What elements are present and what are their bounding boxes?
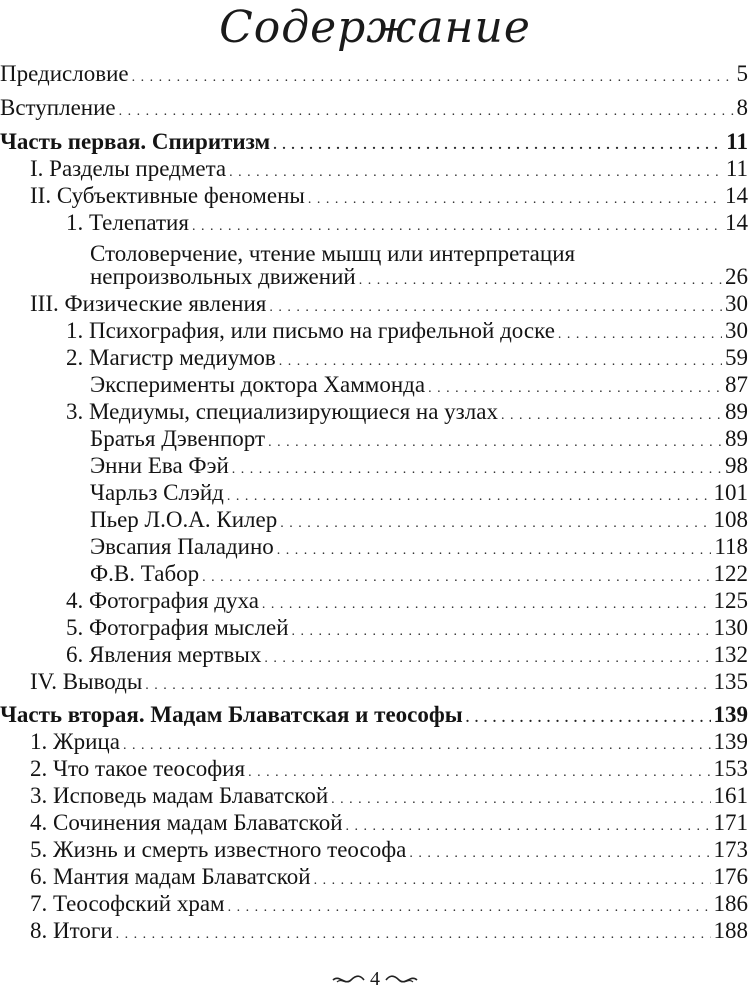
page-footer: [0, 968, 750, 991]
dot-leader: [119, 98, 734, 126]
toc-entry-label: непроизвольных движений: [90, 264, 356, 289]
toc-entry-label: Братья Дэвенпорт: [90, 426, 266, 451]
toc-entry-label: Ф.В. Табор: [90, 561, 200, 586]
toc-entry-page: 26: [725, 264, 748, 289]
toc-entry-label: Эксперименты доктора Хаммонда: [90, 372, 426, 397]
ornament-left-icon: [331, 973, 365, 987]
toc-entry[interactable]: [0, 918, 750, 949]
toc-entry-label: 3. Исповедь мадам Блаватской: [30, 783, 329, 808]
toc-entry-page: 108: [713, 507, 748, 532]
toc-entry-label: II. Субъективные феномены: [30, 183, 305, 208]
toc-entry-page: 118: [714, 534, 748, 559]
toc-entry-page: 11: [725, 156, 748, 181]
dot-leader: [145, 672, 710, 700]
toc-entry-page: 139: [713, 702, 748, 727]
toc-entry-page: 101: [713, 480, 748, 505]
toc-entry-label: Пьер Л.О.А. Килер: [90, 507, 278, 532]
page-number: 4: [370, 968, 380, 990]
toc-entry-label: 6. Явления мертвых: [66, 642, 262, 667]
toc-entry-page: 186: [713, 891, 748, 916]
toc-entry-page: 89: [725, 426, 748, 451]
toc-entry-page: 176: [713, 864, 748, 889]
toc-entry[interactable]: [0, 669, 750, 700]
toc-entry-preface[interactable]: [0, 61, 750, 92]
toc-entry-introduction[interactable]: [0, 95, 750, 126]
toc-entry-page: 153: [713, 756, 748, 781]
toc-entry-page: 135: [713, 669, 748, 694]
toc-entry-label: Вступление: [0, 95, 116, 120]
toc-entry-label: 1. Жрица: [30, 729, 120, 754]
toc-entry-label: Чарльз Слэйд: [90, 480, 224, 505]
toc-entry-page: 87: [725, 372, 748, 397]
toc-entry-label: 1. Телепатия: [66, 210, 189, 235]
toc-entry-label: 2. Что такое теософия: [30, 756, 246, 781]
toc-entry-label: 3. Медиумы, специализирующиеся на узлах: [66, 399, 498, 424]
toc-entry-label: 2. Магистр медиумов: [66, 345, 276, 370]
toc-entry-label: 8. Итоги: [30, 918, 113, 943]
toc-entry-page: 11: [726, 129, 748, 154]
toc-entry-label: Часть вторая. Мадам Блаватская и теософы: [0, 702, 463, 727]
toc-entry-page: 173: [713, 837, 748, 862]
page-title: Содержание: [219, 2, 531, 53]
toc-entry-page: 14: [725, 210, 748, 235]
dot-leader: [192, 213, 722, 241]
toc-entry-page: 59: [725, 345, 748, 370]
toc-entry-page: 188: [713, 918, 748, 943]
toc-entry-label: 4. Сочинения мадам Блаватской: [30, 810, 343, 835]
dot-leader: [132, 64, 734, 92]
toc-entry-page: 139: [713, 729, 748, 754]
toc-entry-page: 30: [725, 318, 748, 343]
toc-entry-label: 6. Мантия мадам Блаватской: [30, 864, 311, 889]
toc-entry[interactable]: [0, 210, 750, 241]
toc-entry-page: 89: [725, 399, 748, 424]
toc-entry-page: 130: [713, 615, 748, 640]
toc-entry-page: 132: [713, 642, 748, 667]
toc-entry-page: 98: [725, 453, 748, 478]
toc-entry-page: 161: [713, 783, 748, 808]
toc-entry-label: Предисловие: [0, 61, 129, 86]
toc-entry-label: IV. Выводы: [30, 669, 143, 694]
toc-entry-label: Эвсапия Паладино: [90, 534, 274, 559]
toc-entry-label: Столоверчение, чтение мышц или интерпретация: [90, 241, 576, 266]
toc-entry-label: Часть первая. Спиритизм: [0, 129, 271, 154]
toc-entry-label: 7. Теософский храм: [30, 891, 225, 916]
toc-entry-label: 5. Фотография мыслей: [66, 615, 289, 640]
toc-entry-page: 125: [713, 588, 748, 613]
toc-entry-label: Энни Ева Фэй: [90, 453, 229, 478]
toc-entry-page: 14: [725, 183, 748, 208]
dot-leader: [116, 921, 711, 949]
toc-entry-page: 122: [713, 561, 748, 586]
toc-entry-page: 171: [713, 810, 748, 835]
toc-entry-page: 8: [736, 95, 748, 120]
toc-entry-page: 30: [725, 291, 748, 316]
toc-entry-label: 4. Фотография духа: [66, 588, 259, 613]
toc-entry-label: 1. Психография, или письмо на грифельной доске: [66, 318, 555, 343]
ornament-right-icon: [385, 973, 419, 987]
toc-entry-label: I. Разделы предмета: [30, 156, 227, 181]
toc-entry-page: 5: [736, 61, 748, 86]
toc-entry-label: III. Физические явления: [30, 291, 267, 316]
toc-entry-label: 5. Жизнь и смерть известного теософа: [30, 837, 407, 862]
